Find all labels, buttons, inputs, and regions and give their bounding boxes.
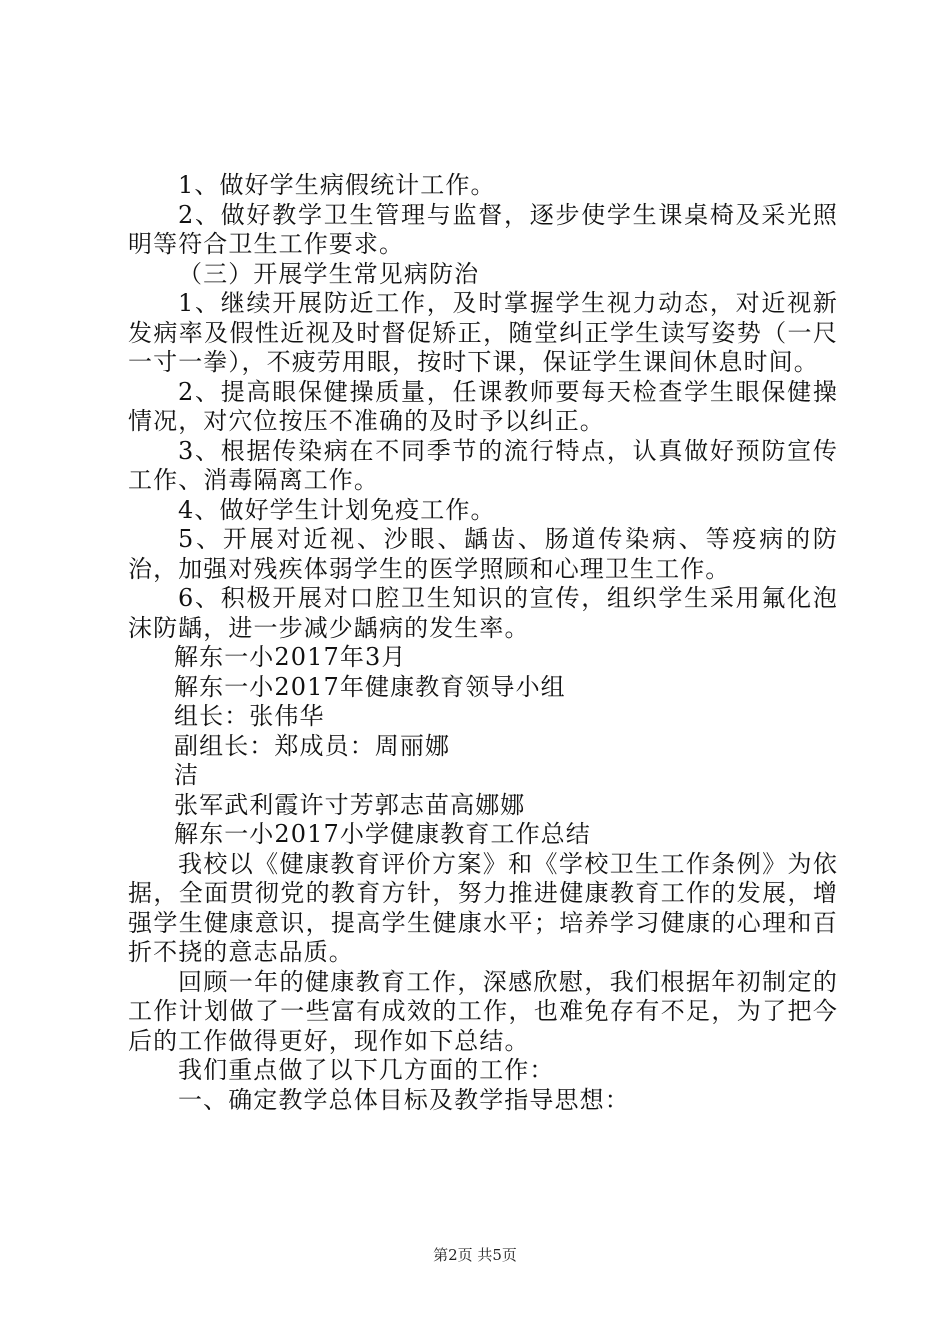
summary-paragraph-2: 回顾一年的健康教育工作，深感欣慰，我们根据年初制定的工作计划做了一些富有成效的工作，也难免存有不足，为了把今后的工作做得更好，现作如下总结。: [128, 967, 838, 1055]
group-deputy-cont: 洁: [174, 761, 200, 789]
section-heading-3: （三）开展学生常见病防治: [178, 259, 480, 288]
summary-title: 解东一小2017小学健康教育工作总结: [174, 820, 591, 848]
paragraph-2: 2、做好教学卫生管理与监督，逐步使学生课桌椅及采光照明等符合卫生工作要求。: [128, 200, 838, 258]
page-number-footer: 第2页 共5页: [433, 1246, 517, 1264]
group-title: 解东一小2017年健康教育领导小组: [174, 672, 566, 701]
date-line: 解东一小2017年3月: [174, 643, 407, 671]
paragraph-4: 1、继续开展防近工作，及时掌握学生视力动态，对近视新发病率及假性近视及时督促矫正，随堂纠正学生读写姿势（一尺一寸一拳），不疲劳用眼，按时下课，保证学生课间休息时间。: [128, 289, 838, 376]
summary-heading-1: 一、确定教学总体目标及教学指导思想：: [178, 1085, 630, 1114]
paragraph-1: 1、做好学生病假统计工作。: [178, 171, 496, 199]
paragraph-9: 6、积极开展对口腔卫生知识的宣传，组织学生采用氟化泡沫防龋，进一步减少龋病的发生率。: [128, 584, 838, 642]
paragraph-8: 5、开展对近视、沙眼、龋齿、肠道传染病、等疫病的防治，加强对残疾体弱学生的医学照顾和心理卫生工作。: [128, 525, 838, 583]
group-leader: 组长：张伟华: [174, 702, 325, 730]
group-members: 张军武利霞许寸芳郭志苗高娜娜: [174, 790, 526, 819]
document-body: [128, 171, 838, 1115]
summary-paragraph-3: 我们重点做了以下几方面的工作：: [178, 1056, 555, 1084]
paragraph-5: 2、提高眼保健操质量，任课教师要每天检查学生眼保健操情况，对穴位按压不准确的及时予以纠正。: [128, 377, 838, 435]
paragraph-7: 4、做好学生计划免疫工作。: [178, 495, 496, 524]
group-deputy: 副组长：郑成员：周丽娜: [174, 731, 451, 760]
summary-paragraph-1: 我校以《健康教育评价方案》和《学校卫生工作条例》为依据，全面贯彻党的教育方针，努力推进健康教育工作的发展，增强学生健康意识，提高学生健康水平；培养学习健康的心理和百折不挠的意志品质。: [128, 849, 838, 966]
paragraph-6: 3、根据传染病在不同季节的流行特点，认真做好预防宣传工作、消毒隔离工作。: [128, 436, 838, 494]
